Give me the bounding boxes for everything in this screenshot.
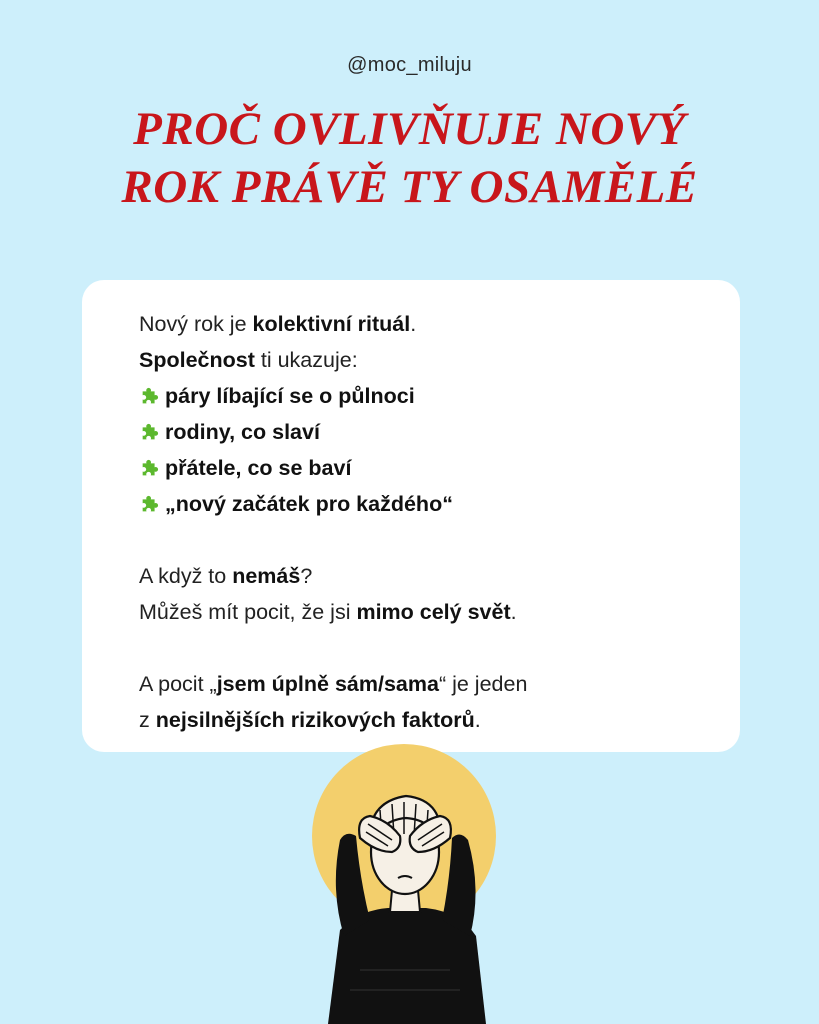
text: Nový rok je [139,312,253,336]
title-line-2: ROK PRÁVĚ TY OSAMĚLÉ [121,161,698,213]
card-line [139,666,710,702]
card-content [139,306,710,738]
spacer [139,630,710,666]
list-item-text: páry líbající se o půlnoci [165,384,415,408]
card-line [139,594,710,630]
bold-text: jsem úplně sám/sama [216,672,439,696]
bold-text: mimo celý svět [356,600,511,624]
text: A pocit „ [139,672,217,696]
card-line [139,306,710,342]
text: . [510,600,517,624]
bold-text: nemáš [232,564,301,588]
spacer [139,522,710,558]
text-card [82,280,740,752]
list-item-text: rodiny, co slaví [165,420,320,444]
card-line [139,702,710,738]
bold-text: Společnost [139,348,255,372]
handle: @moc_miluju [347,54,472,76]
text: . [474,708,481,732]
list-item [139,450,710,486]
text: ? [300,564,313,588]
bold-text: nejsilnějších rizikových faktorů [155,708,475,732]
list-item [139,486,710,522]
card-line [139,558,710,594]
list-item [139,414,710,450]
puzzle-piece-icon [139,385,161,407]
puzzle-piece-icon [139,421,161,443]
text: A když to [139,564,233,588]
page-title [0,100,819,216]
card-line [139,342,710,378]
title-line-1: PROČ OVLIVŇUJE NOVÝ [133,103,686,155]
text: Můžeš mít pocit, že jsi [139,600,357,624]
lonely-person-illustration [300,740,510,1024]
puzzle-piece-icon [139,493,161,515]
text: . [410,312,417,336]
list-item-text: přátele, co se baví [165,456,352,480]
list-item-text: „nový začátek pro každého“ [165,492,453,516]
text: ti ukazuje: [254,348,358,372]
bold-text: kolektivní rituál [252,312,411,336]
text: “ je jeden [438,672,528,696]
text: z [139,708,156,732]
list-item [139,378,710,414]
puzzle-piece-icon [139,457,161,479]
